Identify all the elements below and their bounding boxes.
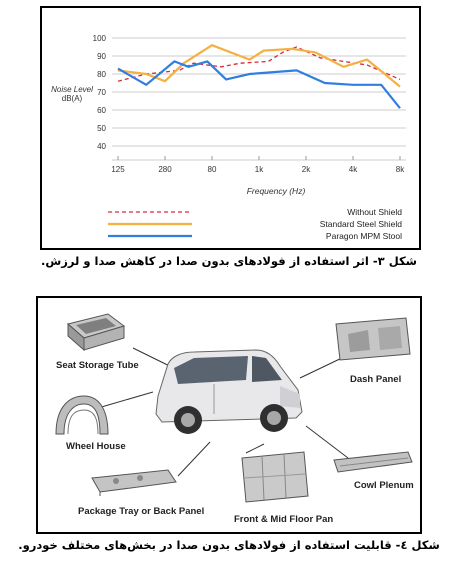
- wheel-house-image: [50, 390, 112, 440]
- y-tick-label: 70: [97, 88, 106, 97]
- x-tick-label: 2k: [301, 165, 311, 174]
- x-tick-label: 1k: [254, 165, 264, 174]
- figure-3-caption: شکل ۳- اثر استفاده از فولادهای بدون صدا در کاهش صدا و لرزش.: [41, 254, 417, 268]
- noise-level-chart: [42, 8, 419, 248]
- legend-label: Without Shield: [347, 207, 402, 217]
- legend-label: Standard Steel Shield: [319, 219, 402, 229]
- minivan-image: [148, 334, 308, 444]
- dash-panel-image: [330, 314, 414, 364]
- legend-label: Paragon MPM Stool: [325, 231, 402, 241]
- package-tray-label: Package Tray or Back Panel: [78, 506, 205, 517]
- seat-storage-tube-image: [60, 306, 130, 354]
- series-line-0: [118, 47, 400, 81]
- x-tick-label: 125: [111, 165, 125, 174]
- x-tick-label: 8k: [395, 165, 405, 174]
- figure-4-caption: شکل ٤- قابلیت استفاده از فولادهای بدون صدا در بخش‌های مختلف خودرو.: [18, 538, 440, 552]
- floor-pan-label: Front & Mid Floor Pan: [234, 514, 334, 525]
- y-axis-label-2: dB(A): [61, 94, 83, 103]
- y-axis-label-1: Noise Level: [51, 85, 93, 94]
- chart-frame: [40, 6, 421, 250]
- y-tick-label: 50: [97, 124, 106, 133]
- series-line-1: [118, 45, 400, 86]
- series-line-2: [118, 61, 400, 108]
- x-tick-label: 80: [207, 165, 217, 174]
- parts-frame: [36, 296, 422, 534]
- y-tick-label: 80: [97, 70, 106, 79]
- seat-storage-tube-label: Seat Storage Tube: [56, 360, 139, 371]
- x-tick-label: 4k: [348, 165, 358, 174]
- wheel-house-label: Wheel House: [66, 441, 126, 452]
- y-tick-label: 40: [97, 142, 106, 151]
- floor-pan-image: [234, 448, 314, 504]
- dash-panel-label: Dash Panel: [350, 374, 402, 385]
- x-axis-label: Frequency (Hz): [246, 186, 306, 196]
- cowl-plenum-label: Cowl Plenum: [354, 480, 414, 491]
- y-tick-label: 60: [97, 106, 106, 115]
- y-tick-label: 90: [97, 52, 106, 61]
- y-tick-label: 100: [92, 34, 106, 43]
- package-tray-image: [88, 466, 178, 500]
- x-tick-label: 280: [158, 165, 172, 174]
- cowl-plenum-image: [330, 448, 414, 478]
